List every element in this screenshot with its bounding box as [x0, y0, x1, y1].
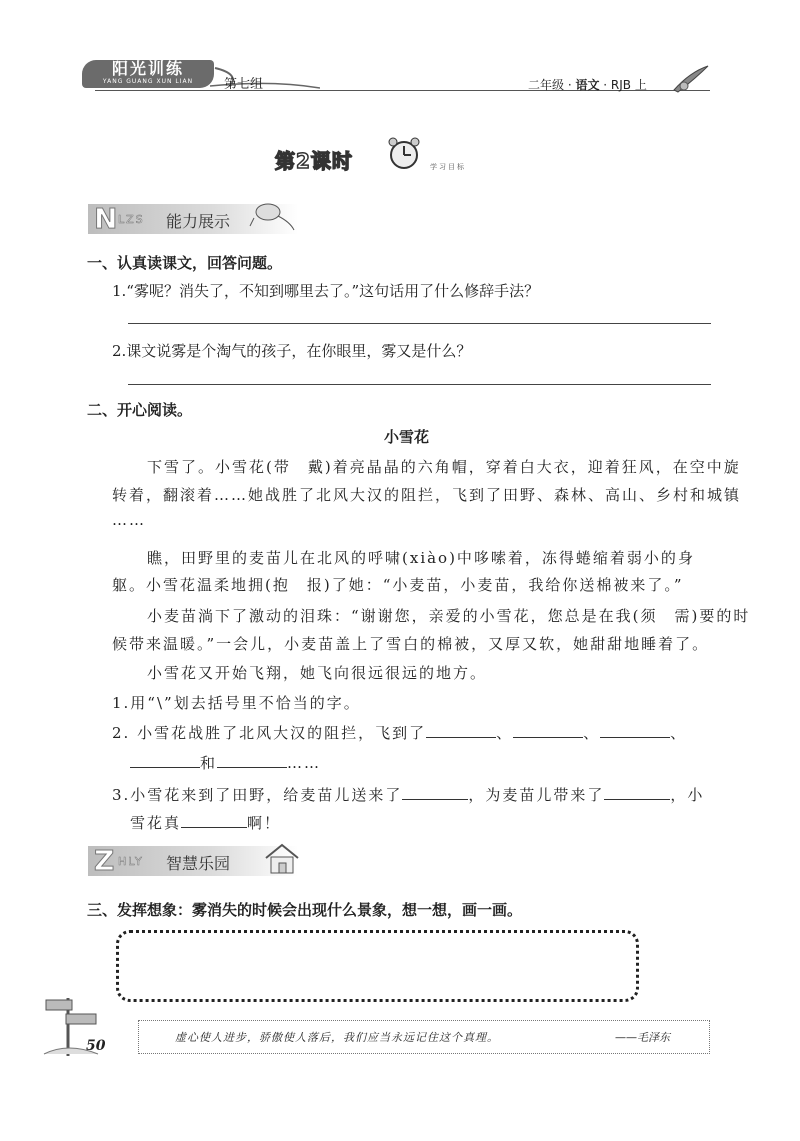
- sub-question-2: 2. 小雪花战胜了北风大汉的阻拦，飞到了 、 、 、: [112, 724, 688, 742]
- sub-question-3: 3.小雪花来到了田野，给麦苗儿送来了 ，为麦苗儿带来了 ，小: [112, 786, 705, 804]
- passage-title: 小雪花: [384, 428, 430, 446]
- sub-question-3-cont: 雪花真 啊！: [130, 814, 282, 832]
- passage-line: 候带来温暖。”一会儿，小麦苗盖上了雪白的棉被，又厚又软，她甜甜地睡着了。: [112, 635, 710, 653]
- question-1-item-1: 1.“雾呢？消失了，不知到哪里去了。”这句话用了什么修辞手法？: [112, 282, 540, 300]
- passage-line: 小雪花又开始飞翔，她飞向很远很远的地方。: [147, 664, 488, 682]
- logo-title: 阳光训练: [111, 59, 184, 78]
- quote-text: 虚心使人进步，骄傲使人落后，我们应当永远记住这个真理。: [175, 1031, 499, 1044]
- question-1-item-2: 2.课文说雾是个淘气的孩子，在你眼里，雾又是什么？: [112, 342, 472, 360]
- passage-line: 躯。小雪花温柔地拥(抱 报)了她：“小麦苗，小麦苗，我给你送棉被来了。”: [112, 576, 684, 594]
- passage-line: 转着，翻滚着……她战胜了北风大汉的阻拦，飞到了田野、森林、高山、乡村和城镇: [112, 486, 742, 504]
- blank-field[interactable]: [181, 813, 247, 828]
- question-3-title: 三、发挥想象：雾消失的时候会出现什么景象，想一想，画一画。: [87, 901, 523, 919]
- lesson-title: 第2课时: [275, 149, 353, 173]
- banner-name: 智慧乐园: [166, 854, 231, 873]
- passage-line: 下雪了。小雪花(带 戴)着亮晶晶的六角帽，穿着白大衣，迎着狂风，在空中旋: [147, 458, 741, 476]
- group-label: 第七组: [224, 77, 264, 92]
- blank-field[interactable]: [604, 785, 670, 800]
- grade-subject: 二年级 · 语文 · RJB 上: [528, 78, 647, 92]
- rocket-icon: [248, 196, 296, 232]
- question-2-title: 二、开心阅读。: [87, 401, 193, 419]
- blank-field[interactable]: [402, 785, 468, 800]
- blank-field[interactable]: [426, 723, 496, 738]
- banner-letter: Z: [94, 844, 115, 877]
- sub-question-1: 1.用“\”划去括号里不恰当的字。: [112, 694, 361, 712]
- passage-line: ……: [112, 511, 146, 529]
- answer-line-2[interactable]: [128, 384, 711, 385]
- brand-logo: [82, 60, 214, 88]
- answer-line-1[interactable]: [128, 323, 711, 324]
- banner-letter: N: [94, 202, 118, 235]
- question-1-title: 一、认真读课文，回答问题。: [87, 254, 283, 272]
- quill-icon: [670, 62, 710, 94]
- house-icon: [262, 842, 302, 876]
- lesson-subtitle: 学习目标: [430, 163, 466, 171]
- page-number: 50: [86, 1038, 106, 1054]
- banner-code: HLY: [118, 855, 144, 868]
- banner-code: LZS: [118, 213, 145, 226]
- blank-field[interactable]: [130, 753, 200, 768]
- banner-name: 能力展示: [166, 212, 231, 231]
- alarm-clock-icon: [384, 136, 424, 172]
- blank-field[interactable]: [513, 723, 583, 738]
- passage-line: 小麦苗淌下了激动的泪珠：“谢谢您，亲爱的小雪花，您总是在我(须 需)要的时: [147, 607, 751, 625]
- blank-field[interactable]: [217, 753, 287, 768]
- logo-subtitle: YANG GUANG XUN LIAN: [102, 78, 194, 85]
- sub-question-2-cont: 和 ……: [130, 752, 321, 773]
- quote-author: ——毛泽东: [615, 1031, 670, 1044]
- passage-line: 瞧，田野里的麦苗儿在北风的呼啸(xiào)中哆嗦着，冻得蜷缩着弱小的身: [147, 549, 695, 567]
- drawing-area[interactable]: [116, 930, 639, 1002]
- blank-field[interactable]: [600, 723, 670, 738]
